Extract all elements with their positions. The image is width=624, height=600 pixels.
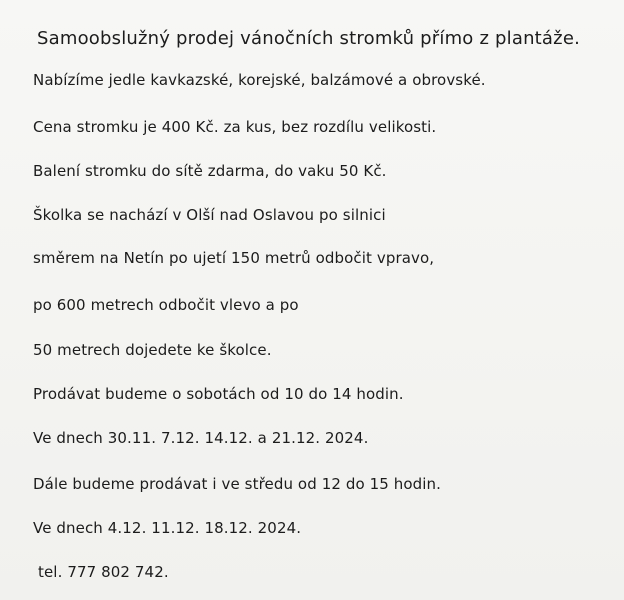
tree-species-line: Nabízíme jedle kavkazské, korejské, balzámové a obrovské.	[33, 71, 486, 89]
saturday-hours-line: Prodávat budeme o sobotách od 10 do 14 hodin.	[33, 385, 404, 403]
wednesday-hours-line: Dále budeme prodávat i ve středu od 12 do 15 hodin.	[33, 475, 442, 493]
location-line-1: Školka se nachází v Olší nad Oslavou po silnici	[33, 206, 386, 224]
phone-line: tel. 777 802 742.	[38, 563, 169, 581]
saturday-dates-line: Ve dnech 30.11. 7.12. 14.12. a 21.12. 2024.	[33, 429, 369, 447]
packaging-line: Balení stromku do sítě zdarma, do vaku 50 Kč.	[33, 162, 387, 180]
location-line-4: 50 metrech dojedete ke školce.	[33, 341, 272, 359]
location-line-3: po 600 metrech odbočit vlevo a po	[33, 296, 299, 314]
price-line: Cena stromku je 400 Kč. za kus, bez rozdílu velikosti.	[33, 118, 437, 136]
notice-title: Samoobslužný prodej vánočních stromků přímo z plantáže.	[37, 28, 581, 49]
location-line-2: směrem na Netín po ujetí 150 metrů odbočit vpravo,	[33, 249, 435, 267]
wednesday-dates-line: Ve dnech 4.12. 11.12. 18.12. 2024.	[33, 519, 302, 537]
